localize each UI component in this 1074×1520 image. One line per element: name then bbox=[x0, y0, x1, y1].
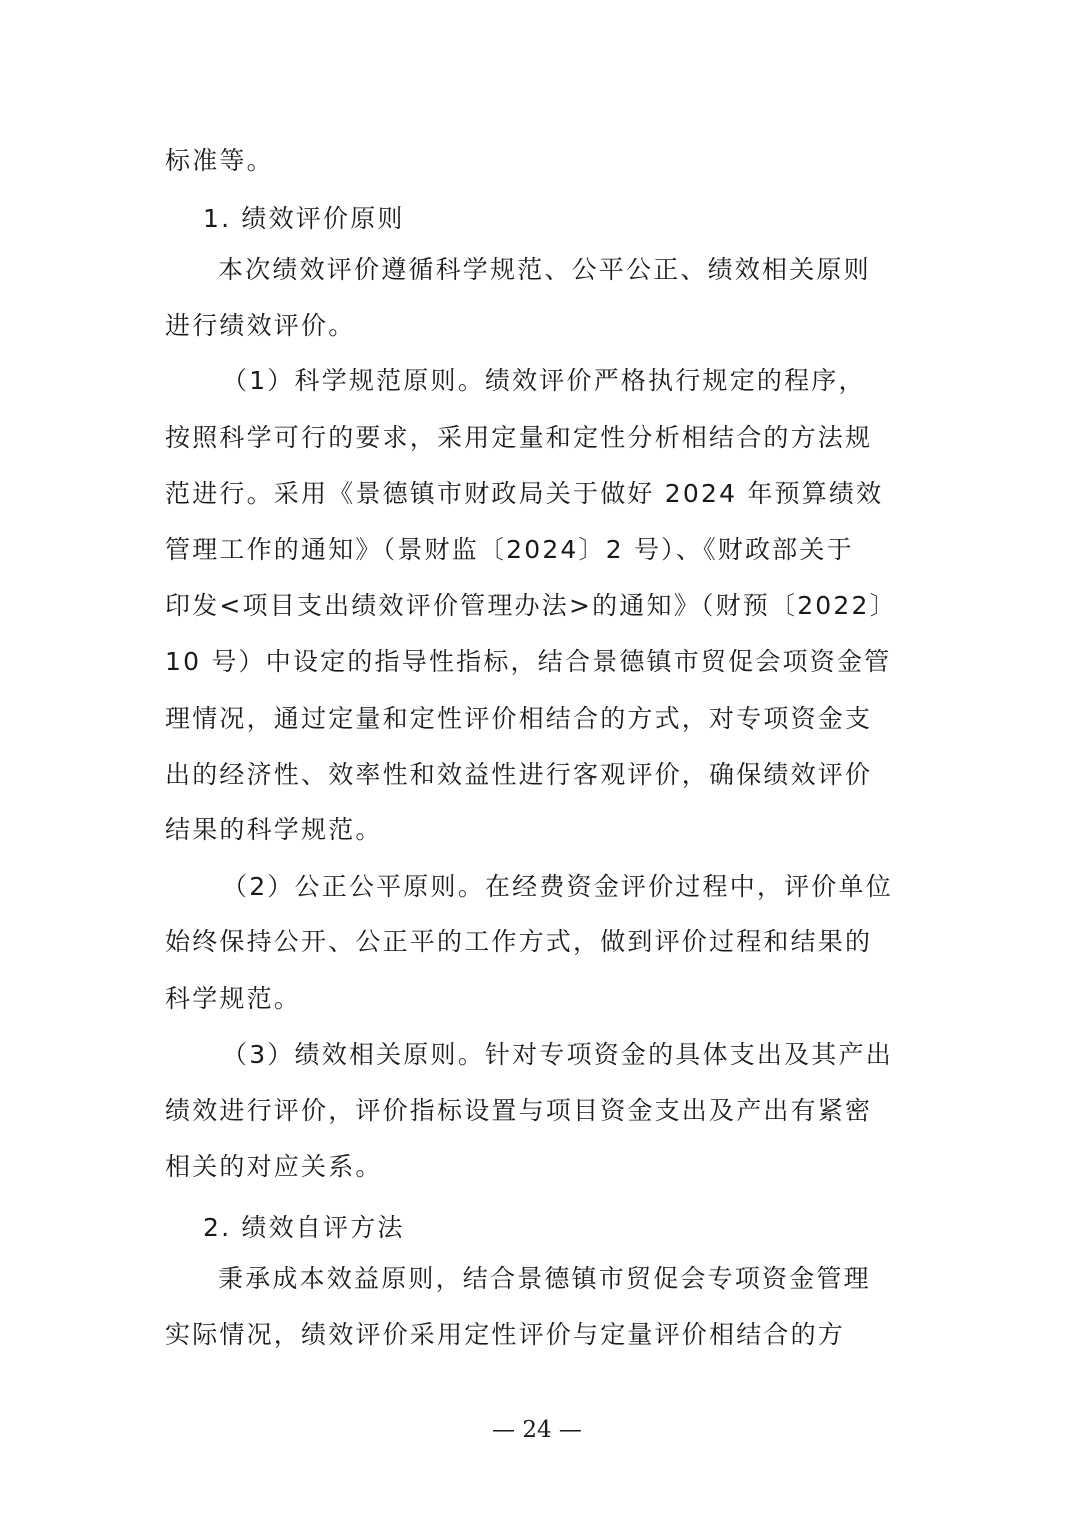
text-line: 结果的科学规范。 bbox=[165, 815, 383, 844]
text-line: 管理工作的通知》（景财监〔2024〕2 号）、《财政部关于 bbox=[165, 535, 854, 564]
text-line: 10 号）中设定的指导性指标，结合景德镇市贸促会项资金管 bbox=[165, 647, 892, 676]
text-line: 按照科学可行的要求，采用定量和定性分析相结合的方法规 bbox=[165, 423, 873, 452]
text-line: 标准等。 bbox=[165, 146, 274, 175]
section-heading: 2. 绩效自评方法 bbox=[203, 1213, 405, 1242]
paragraph-first-line: （3）绩效相关原则。针对专项资金的具体支出及其产出 bbox=[222, 1040, 893, 1069]
text-line: 始终保持公开、公正平的工作方式，做到评价过程和结果的 bbox=[165, 927, 873, 956]
paragraph-first-line: 本次绩效评价遵循科学规范、公平公正、绩效相关原则 bbox=[218, 255, 871, 284]
section-heading: 1. 绩效评价原则 bbox=[203, 204, 405, 233]
paragraph-first-line: 秉承成本效益原则，结合景德镇市贸促会专项资金管理 bbox=[218, 1264, 871, 1293]
text-line: 相关的对应关系。 bbox=[165, 1152, 383, 1181]
paragraph-first-line: （1）科学规范原则。绩效评价严格执行规定的程序， bbox=[222, 366, 866, 395]
text-line: 实际情况，绩效评价采用定性评价与定量评价相结合的方 bbox=[165, 1320, 846, 1349]
page-number: — 24 — bbox=[492, 1417, 582, 1443]
text-line: 印发<项目支出绩效评价管理办法>的通知》（财预〔2022〕 bbox=[165, 591, 897, 620]
text-line: 绩效进行评价，评价指标设置与项目资金支出及产出有紧密 bbox=[165, 1096, 873, 1125]
paragraph-first-line: （2）公正公平原则。在经费资金评价过程中，评价单位 bbox=[222, 872, 893, 901]
text-line: 范进行。采用《景德镇市财政局关于做好 2024 年预算绩效 bbox=[165, 479, 884, 508]
text-line: 出的经济性、效率性和效益性进行客观评价，确保绩效评价 bbox=[165, 760, 873, 789]
text-line: 理情况，通过定量和定性评价相结合的方式，对专项资金支 bbox=[165, 704, 873, 733]
text-line: 进行绩效评价。 bbox=[165, 311, 356, 340]
text-line: 科学规范。 bbox=[165, 984, 302, 1013]
